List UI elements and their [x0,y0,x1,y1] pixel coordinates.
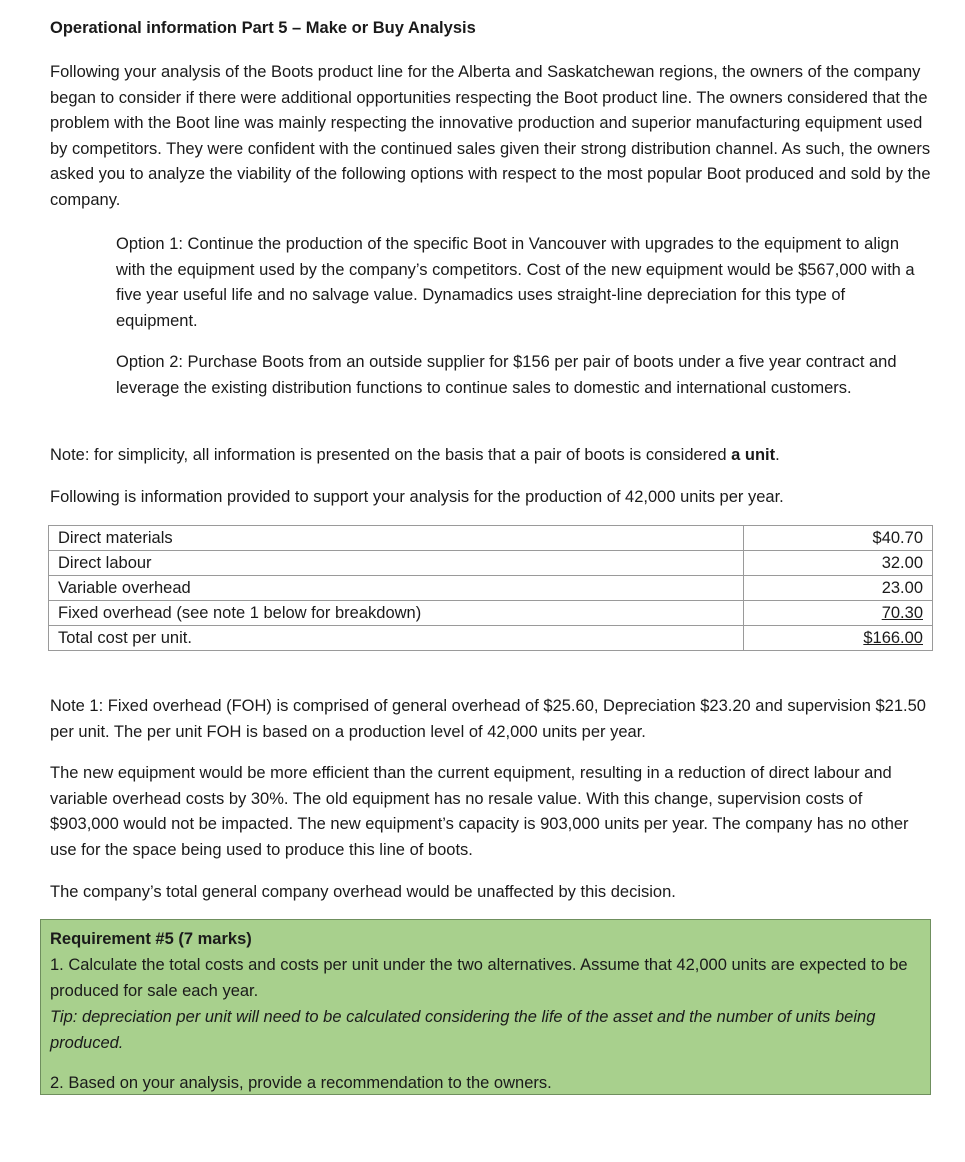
new-equipment-paragraph: The new equipment would be more efficient than the current equipment, resulting in a reduction of direct labour and variable overhead costs by 30%. The old equipment has no resale value. With this change, supervision costs of $903,000 would not be impacted. The new equipment’s capacity is 903,000 units per year. The company has no other use for the space being used to produce this line of boots. [50,764,909,859]
spacer [50,1056,921,1070]
table-row [49,626,933,651]
option-2-paragraph: Option 2: Purchase Boots from an outside supplier for $156 per pair of boots under a five year contract and leverage the existing distribution functions to continue sales to domestic and international customers. [116,353,897,397]
requirement-title: Requirement #5 (7 marks) [50,930,252,948]
requirement-tip: Tip: depreciation per unit will need to be calculated considering the life of the asset and the number of units being produced. [50,1008,876,1052]
intro-paragraph: Following your analysis of the Boots product line for the Alberta and Saskatchewan regions, the owners of the company began to consider if there were additional opportunities respecting the Boot product line. The owners considered that the problem with the Boot line was mainly respecting the innovative production and superior manufacturing equipment used by competitors. They were confident with the continued sales given their strong distribution channel. As such, the owners asked you to analyze the viability of the following options with respect to the most popular Boot produced and sold by the company. [50,63,931,209]
unit-note-end: . [775,446,780,464]
requirement-box [40,919,931,1095]
total-amount: $166.00 [863,629,923,647]
requirement-item-1: 1. Calculate the total costs and costs per unit under the two alternatives. Assume that 42,000 units are expected to be produced for sale each year. [50,956,908,1000]
cost-amount: $40.70 [744,526,933,551]
table-row [49,551,933,576]
cost-label: Total cost per unit. [49,626,744,651]
page-title: Operational information Part 5 – Make or Buy Analysis [50,19,476,37]
cost-table [48,525,933,651]
cost-label: Variable overhead [49,576,744,601]
table-row [49,526,933,551]
cost-amount: 23.00 [744,576,933,601]
unit-note [50,443,935,469]
option-1-paragraph: Option 1: Continue the production of the specific Boot in Vancouver with upgrades to the equipment to align with the equipment used by the company’s competitors. Cost of the new equipment would be $567,000 with a five year useful life and no salvage value. Dynamadics uses straight-line depreciation for this type of equipment. [116,235,915,330]
table-row [49,576,933,601]
general-overhead-paragraph: The company’s total general company overhead would be unaffected by this decision. [50,883,676,901]
cost-label: Fixed overhead (see note 1 below for breakdown) [49,601,744,626]
requirement-item-2: 2. Based on your analysis, provide a recommendation to the owners. [50,1074,552,1092]
table-intro: Following is information provided to support your analysis for the production of 42,000 units per year. [50,488,784,506]
cost-label: Direct labour [49,551,744,576]
cost-amount: 32.00 [744,551,933,576]
unit-note-bold: a unit [731,446,776,464]
cost-label: Direct materials [49,526,744,551]
unit-note-text: Note: for simplicity, all information is presented on the basis that a pair of boots is considered [50,446,732,464]
cost-amount: 70.30 [881,604,923,622]
note-1-paragraph: Note 1: Fixed overhead (FOH) is comprised of general overhead of $25.60, Depreciation $23.20 and supervision $21.50 per unit. The per unit FOH is based on a production level of 42,000 units per year. [50,697,926,741]
table-row [49,601,933,626]
